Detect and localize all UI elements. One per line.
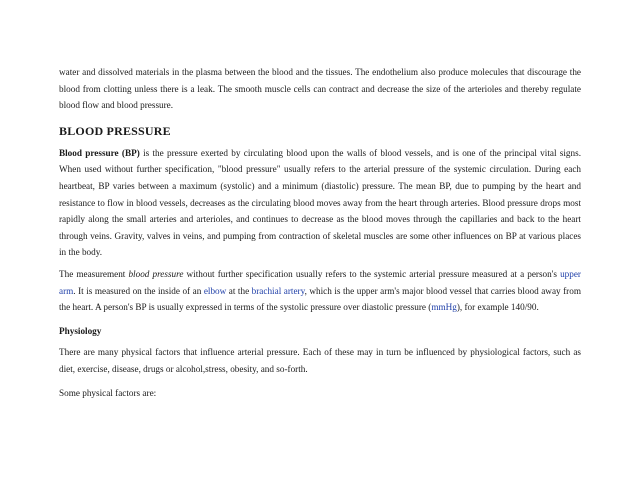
measurement-paragraph xyxy=(59,266,581,316)
bp-abbr: (BP) xyxy=(121,147,140,158)
document-body xyxy=(59,64,581,401)
blood-pressure-paragraph xyxy=(59,145,581,261)
closing-paragraph: Some physical factors are: xyxy=(59,387,157,398)
measurement-text-3: . It is measured on the inside of an xyxy=(73,285,204,296)
measurement-text-1: The measurement xyxy=(59,268,129,279)
measurement-text-4: at the xyxy=(226,285,252,296)
upper-arm-link[interactable]: upper arm xyxy=(59,268,581,296)
measurement-text-6: ), for example 140/90. xyxy=(456,302,539,313)
section-heading: BLOOD PRESSURE xyxy=(59,123,171,138)
bp-term: Blood pressure xyxy=(59,147,119,158)
bp-definition-text: is the pressure exerted by circulating blood upon the walls of blood vessels, and is one of the principal vital signs. When used without further specification, "blood pressure" usually refers to the arterial pressure of the systemic circulation. During each heartbeat, BP varies between a maximum (systolic) and a minimum (diastolic) pressure. The mean BP, due to pumping by the heart and resistance to flow in blood vessels, decreases as the circulating blood moves away from the heart through arteries. Blood pressure drops most rapidly along the small arteries and arterioles, and continues to decrease as the blood moves through the capillaries and back to the heart through veins. Gravity, valves in veins, and pumping from contraction of skeletal muscles are some other influences on BP at various places in the body. xyxy=(59,147,581,258)
measurement-italic: blood pressure xyxy=(128,268,184,279)
measurement-text-5: , which is the upper arm's major blood vessel that carries blood away from the heart. A person's BP is usually expressed in terms of the systolic pressure over diastolic pressure ( xyxy=(59,285,581,313)
brachial-artery-link[interactable]: brachial artery xyxy=(251,285,305,296)
physiology-paragraph: There are many physical factors that influence arterial pressure. Each of these may in turn be influenced by physiological factors, such as diet, exercise, disease, drugs or alcohol,stress, obesity, and so-forth. xyxy=(59,347,581,374)
measurement-text-2: without further specification usually refers to the systemic arterial pressure measured at a person's xyxy=(183,268,561,279)
elbow-link[interactable]: elbow xyxy=(203,285,227,296)
intro-paragraph: water and dissolved materials in the plasma between the blood and the tissues. The endothelium also produce molecules that discourage the blood from clotting unless there is a leak. The smooth muscle cells can contract and decrease the size of the arterioles and thereby regulate blood flow and blood pressure. xyxy=(59,67,581,111)
physiology-heading: Physiology xyxy=(59,325,102,336)
mmhg-link[interactable]: mmHg xyxy=(431,302,457,313)
